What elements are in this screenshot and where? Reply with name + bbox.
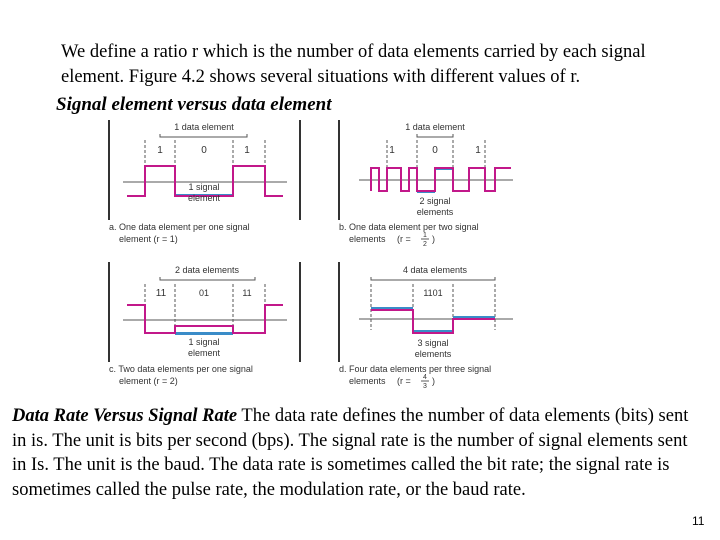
- panel-c-caption: element (r = 2): [119, 376, 178, 386]
- panel-d-ratio-suffix: ): [432, 376, 435, 386]
- panel-c-brace: [160, 277, 255, 280]
- panel-a-bit: 0: [201, 145, 207, 156]
- body-text: The data rate defines the number of data elements (bits) sent in is. The unit is bits per second (bps). The signal rate is the number of signal elements sent in Is. The unit is the baud. The data rate is sometimes called the bit rate; the signal rate is sometimes called the pulse rate, the modulation rate, or the baud rate.: [12, 406, 689, 500]
- panel-a-svg: [105, 118, 305, 246]
- figure-panel-d: [335, 260, 525, 390]
- panel-d-ratio-numerator: 4: [423, 374, 427, 381]
- panel-d-top-label: 4 data elements: [402, 265, 468, 275]
- intro-paragraph: We define a ratio r which is the number of data elements carried by each signal element. Figure 4.2 shows several situations with different values of r.: [61, 42, 646, 87]
- panel-a-caption: a. One data element per one signal: [109, 222, 250, 232]
- panel-d-brace: [371, 277, 495, 280]
- panel-c-signal-label: element: [187, 348, 221, 358]
- panel-c-signal-label: 1 signal: [188, 337, 220, 347]
- panel-a-signal-label: 1 signal: [188, 182, 220, 192]
- figure-heading: Signal element versus data element: [56, 94, 332, 115]
- panel-c-caption: c. Two data elements per one signal: [109, 364, 253, 374]
- panel-b-signal-label: 2 signal: [419, 196, 451, 206]
- panel-d-ratio-prefix: (r =: [397, 376, 411, 386]
- page-number: 11: [692, 514, 705, 528]
- figure-panel-c: [105, 260, 305, 388]
- panel-a-bit: 1: [157, 145, 163, 156]
- panel-b-signal-label: elements: [416, 207, 454, 217]
- figure-panel-a: [105, 118, 305, 246]
- panel-d-signal-label: elements: [414, 349, 452, 359]
- panel-d-signal-label: 3 signal: [417, 338, 449, 348]
- panel-a-top-label: 1 data element: [174, 122, 234, 132]
- panel-a-bit: 1: [244, 145, 250, 156]
- panel-c-signal: [127, 305, 283, 333]
- panel-c-svg: [105, 260, 305, 388]
- panel-c-bit: 01: [198, 288, 210, 298]
- panel-b-brace: [417, 134, 453, 137]
- panel-b-ratio-suffix: ): [432, 234, 435, 244]
- figure-panel-b: [335, 118, 525, 248]
- panel-a-signal-label: element: [187, 193, 221, 203]
- panel-b-ratio-prefix: (r =: [397, 234, 411, 244]
- panel-b-bit: 0: [432, 145, 438, 156]
- panel-b-caption: elements: [349, 234, 386, 244]
- panel-d-caption: d. Four data elements per three signal: [339, 364, 492, 374]
- panel-d-bit: 1101: [423, 288, 443, 298]
- panel-b-caption: b. One data element per two signal: [339, 222, 479, 232]
- panel-c-bit: 11: [155, 288, 167, 299]
- panel-a-caption: element (r = 1): [119, 234, 178, 244]
- panel-c-highlight: [175, 332, 233, 335]
- body-paragraph: [12, 404, 692, 502]
- panel-c-top-label: 2 data elements: [174, 265, 240, 275]
- panel-d-ratio-denominator: 3: [423, 383, 427, 390]
- term-heading: Data Rate Versus Signal Rate: [12, 406, 238, 426]
- panel-d-svg: [335, 260, 525, 390]
- panel-c-bit: 11: [242, 288, 252, 298]
- panel-d-caption: elements: [349, 376, 386, 386]
- panel-a-brace: [160, 134, 247, 137]
- panel-b-bit: 1: [475, 145, 481, 156]
- panel-b-svg: [335, 118, 525, 248]
- panel-b-bit: 1: [389, 145, 395, 156]
- panel-d-signal: [371, 310, 495, 333]
- panel-b-top-label: 1 data element: [405, 122, 465, 132]
- panel-b-ratio-denominator: 2: [423, 241, 427, 248]
- panel-b-ratio-numerator: 1: [423, 232, 427, 239]
